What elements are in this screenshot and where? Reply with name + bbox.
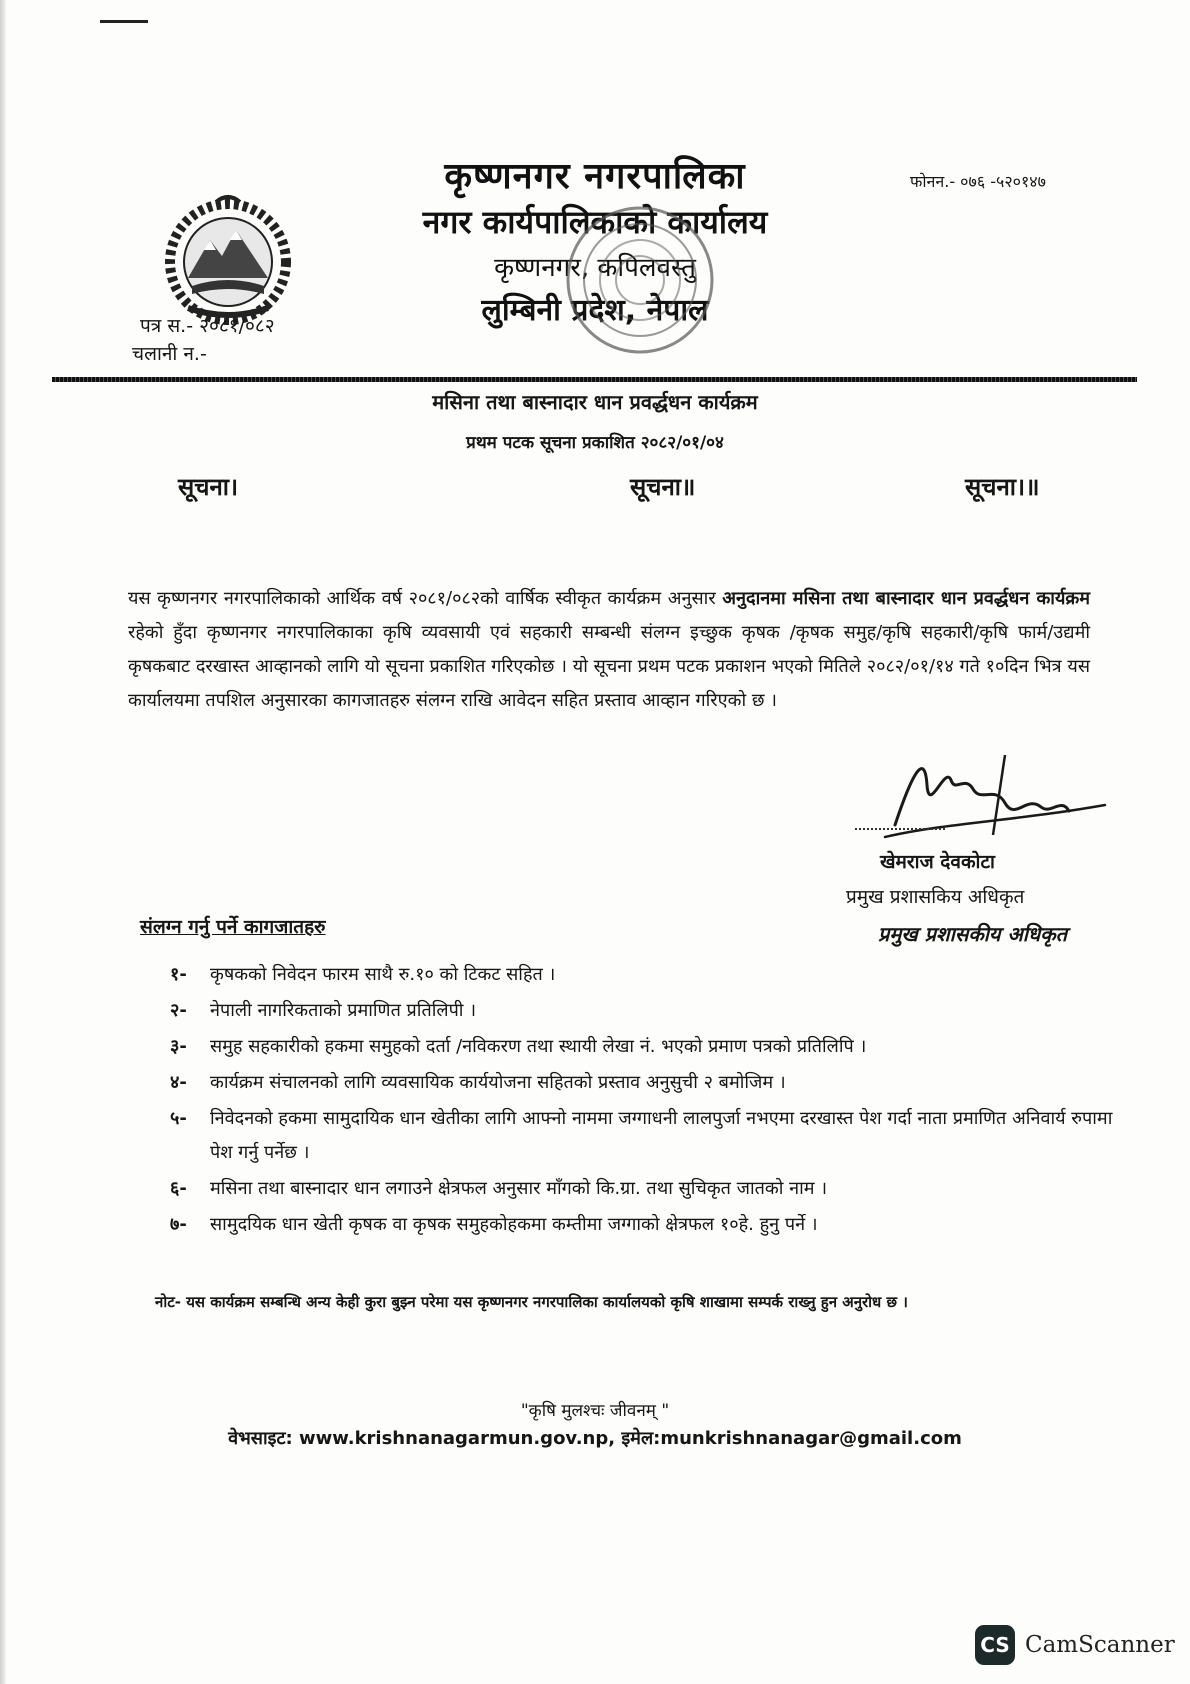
body-text-2: रहेको हुँदा कृष्णनगर नगरपालिकाका कृषि व्यवसायी एवं सहकारी सम्बन्धी संलग्न इच्छुक कृषक /कृषक समुह/कृषि सहकारी/कृषि फार्म/उद्यमी कृषकबाट दरखास्त आव्हानको लागि यो सूचना प्रकाशित गरिएकोछ । यो सूचना प्रथम पटक प्रकाशन भएको मितिले २०८२/०१/१४ गते १०दिन भित्र यस कार्यालयमा तपशिल अनुसारका कागजातहरु संलग्न राखि आवेदन सहित प्रस्ताव आव्हान गरिएको छ । xyxy=(128,622,1090,711)
handwritten-signature xyxy=(855,745,1115,855)
list-item-number: ४- xyxy=(170,1072,187,1093)
header-divider xyxy=(52,377,1137,382)
list-item-text: समुह सहकारीको हकमा समुहको दर्ता /नविकरण तथा स्थायी लेखा नं. भएको प्रमाण पत्रको प्रतिलिपि । xyxy=(210,1036,867,1057)
list-item-number: ३- xyxy=(170,1036,187,1057)
list-item xyxy=(170,1172,1120,1206)
list-item xyxy=(170,994,1120,1028)
letter-reference-number: पत्र स.- २०८१/०८२ xyxy=(140,315,275,337)
footer-website-email: वेभसाइट: www.krishnanagarmun.gov.np, इमेल:munkrishnanagar@gmail.com xyxy=(228,1428,962,1449)
signatory-title: प्रमुख प्रशासकिय अधिकृत xyxy=(846,886,1025,908)
list-item-text: सामुदयिक धान खेती कृषक वा कृषक समुहकोहकमा कम्तीमा जग्गाको क्षेत्रफल १०हे. हुनु पर्ने । xyxy=(210,1214,818,1235)
list-item-text: कार्यक्रम संचालनको लागि व्यवसायिक कार्ययोजना सहितको प्रस्ताव अनुसुची २ बमोजिम । xyxy=(210,1072,786,1093)
list-item-number: ७- xyxy=(170,1214,187,1235)
contact-note: नोट- यस कार्यक्रम सम्बन्धि अन्य केही कुरा बुझ्न परेमा यस कृष्णनगर नगरपालिका कार्यालयको कृषि शाखामा सम्पर्क राख्नु हुन अनुरोध छ । xyxy=(155,1293,908,1311)
list-item xyxy=(170,1102,1120,1170)
list-item xyxy=(170,1066,1120,1100)
list-item xyxy=(170,1208,1120,1242)
notice-label-2: सूचना॥ xyxy=(630,473,696,501)
camscanner-watermark xyxy=(975,1625,1175,1665)
notice-label-3: सूचना।॥ xyxy=(965,473,1040,501)
program-title: मसिना तथा बास्नादार धान प्रवर्द्धधन कार्यक्रम xyxy=(432,390,758,414)
signatory-name: खेमराज देवकोटा xyxy=(880,851,995,873)
top-dash-mark xyxy=(100,20,148,23)
attachments-heading: संलग्न गर्नु पर्ने कागजातहरु xyxy=(140,916,326,938)
notice-body xyxy=(128,582,1090,718)
body-text-program: अनुदानमा मसिना तथा बास्नादार धान प्रवर्द्धधन कार्यक्रम xyxy=(722,588,1090,609)
list-item xyxy=(170,1030,1120,1064)
office-name: नगर कार्यपालिकाको कार्यालय xyxy=(422,203,768,241)
camscanner-label: CamScanner xyxy=(1025,1632,1175,1658)
footer-slogan: "कृषि मुलश्चः जीवनम् " xyxy=(520,1401,670,1421)
list-item-number: १- xyxy=(170,964,187,985)
list-item-number: ६- xyxy=(170,1178,187,1199)
dispatch-number: चलानी न.- xyxy=(132,343,207,365)
office-stamp-icon xyxy=(560,200,720,360)
phone-number: फोनन.- ०७६ -५२०१४७ xyxy=(910,172,1046,191)
signature-dotted-line xyxy=(855,828,945,830)
municipality-name: कृष्णनगर नगरपालिका xyxy=(444,156,746,197)
list-item-text: मसिना तथा बास्नादार धान लगाउने क्षेत्रफल अनुसार माँगको कि.ग्रा. तथा सुचिकृत जातको नाम । xyxy=(210,1178,828,1199)
office-address: कृष्णनगर, कपिलवस्तु xyxy=(494,253,696,283)
body-text-1: यस कृष्णनगर नगरपालिकाको आर्थिक वर्ष २०८१/०८२को वार्षिक स्वीकृत कार्यक्रम अनुसार xyxy=(128,588,723,609)
list-item xyxy=(170,958,1120,992)
list-item-number: २- xyxy=(170,1000,187,1021)
notice-label-1: सूचना। xyxy=(178,473,239,501)
list-item-text: निवेदनको हकमा सामुदायिक धान खेतीका लागि आफ्नो नाममा जग्गाधनी लालपुर्जा नभएमा दरखास्त पेश गर्दा नाता प्रमाणित अनिवार्य रुपामा पेश गर्नु पर्नेछ । xyxy=(210,1108,1113,1163)
province-name: लुम्बिनी प्रदेश, नेपाल xyxy=(481,293,709,328)
publication-date: प्रथम पटक सूचना प्रकाशित २०८२/०१/०४ xyxy=(466,433,724,453)
signatory-stamp-title: प्रमुख प्रशासकीय अधिकृत xyxy=(878,922,1067,946)
nepal-emblem-icon xyxy=(158,190,298,330)
list-item-text: कृषकको निवेदन फारम साथै रु.१० को टिकट सहित । xyxy=(210,964,556,985)
camscanner-logo-icon: CS xyxy=(975,1625,1015,1665)
list-item-number: ५- xyxy=(170,1108,187,1129)
attachments-list xyxy=(170,958,1120,1244)
list-item-text: नेपाली नागरिकताको प्रमाणित प्रतिलिपी । xyxy=(210,1000,477,1021)
